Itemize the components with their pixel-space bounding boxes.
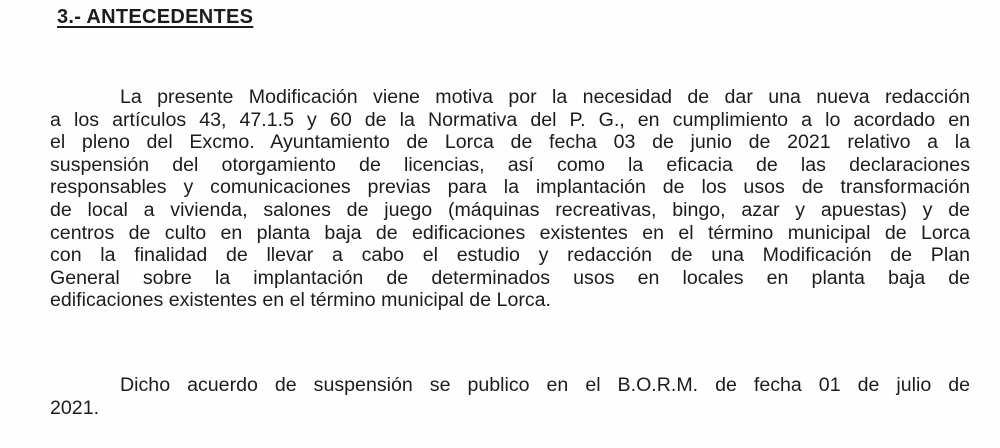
text-line: 2021. [50,396,100,419]
text-line: edificaciones existentes en el término municipal de Lorca. [50,289,551,312]
text-line: centros de culto en planta baja de edificaciones existentes en el término municipal de Lorca [50,221,970,244]
section-heading: 3.- ANTECEDENTES [57,6,254,28]
text-line: La presente Modificación viene motiva por la necesidad de dar una nueva redacción [120,86,970,108]
text-line: de local a vivienda, salones de juego (máquinas recreativas, bingo, azar y apuestas) y de [50,198,970,221]
text-line: responsables y comunicaciones previas para la implantación de los usos de transformación [50,176,970,199]
paragraph-antecedentes [50,86,970,312]
text-line: suspensión del otorgamiento de licencias, así como la eficacia de las declaraciones [50,153,970,176]
text-line: el pleno del Excmo. Ayuntamiento de Lorca de fecha 03 de junio de 2021 relativo a la [50,131,970,154]
text-line: General sobre la implantación de determinados usos en locales en planta baja de [50,266,970,289]
text-line: a los artículos 43, 47.1.5 y 60 de la Normativa del P. G., en cumplimiento a lo acordado en [50,108,970,131]
text-line: Dicho acuerdo de suspensión se publico en el B.O.R.M. de fecha 01 de julio de [120,374,970,396]
paragraph-publicacion [50,374,970,419]
text-line: con la finalidad de llevar a cabo el estudio y redacción de una Modificación de Plan [50,244,970,267]
